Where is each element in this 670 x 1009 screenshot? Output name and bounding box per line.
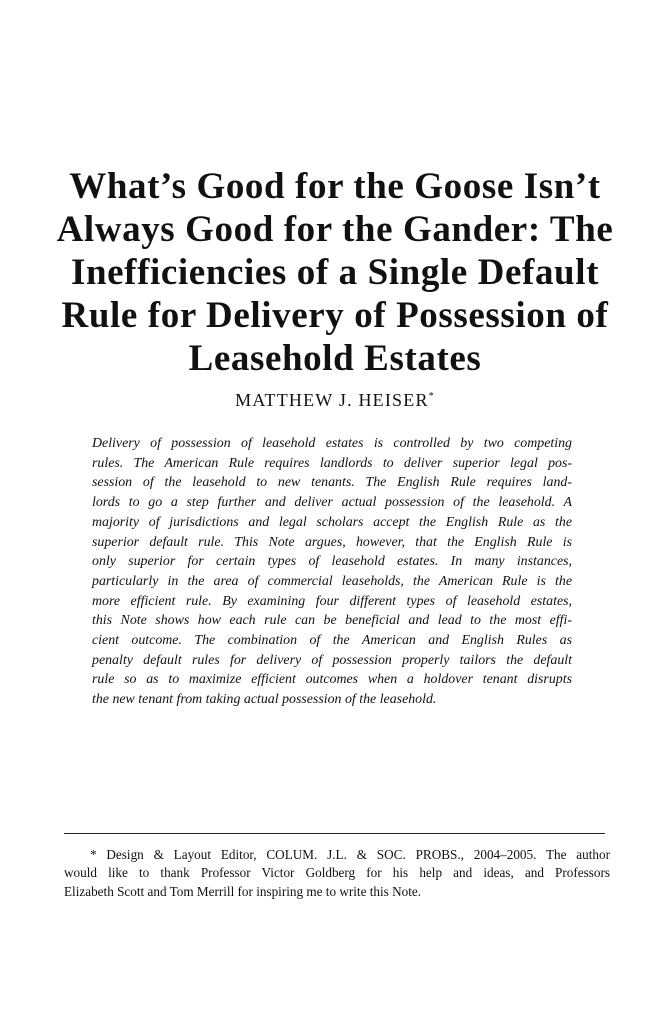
title-line: Always Good for the Gander: The	[56, 209, 614, 250]
title-line: Inefficiencies of a Single Default	[70, 252, 600, 293]
title-line: What’s Good for the Goose Isn’t	[69, 166, 601, 207]
abstract-line: only superior for certain types of leasehold estates. In many instances,	[92, 554, 572, 570]
footnote-line: * Design & Layout Editor, COLUM. J.L. & SOC. PROBS., 2004–2005. The author	[90, 847, 610, 862]
abstract-line: cient outcome. The combination of the American and English Rules as	[92, 633, 572, 649]
abstract-line: more efficient rule. By examining four different types of leasehold estates,	[92, 593, 572, 609]
abstract-line: majority of jurisdictions and legal scholars accept the English Rule as the	[92, 514, 572, 530]
title-line: Leasehold Estates	[188, 338, 482, 379]
abstract-line: penalty default rules for delivery of possession properly tailors the default	[92, 652, 572, 668]
abstract-line: superior default rule. This Note argues, however, that the English Rule is	[92, 534, 572, 550]
footnote	[64, 846, 610, 901]
abstract-line: lords to go a step further and deliver actual possession of the leasehold. A	[92, 495, 572, 511]
author-footnote-mark: *	[428, 391, 435, 402]
abstract-line: rules. The American Rule requires landlords to deliver superior legal pos-	[92, 455, 572, 471]
author-name: MATTHEW J. HEISER	[235, 390, 429, 410]
article-title	[40, 165, 630, 380]
abstract	[92, 434, 572, 710]
title-line: Rule for Delivery of Possession of	[61, 295, 609, 336]
footnote-line: would like to thank Professor Victor Goldberg for his help and ideas, and Professors	[64, 865, 610, 881]
footnote-line: Elizabeth Scott and Tom Merrill for inspiring me to write this Note.	[64, 883, 422, 899]
abstract-line: this Note shows how each rule can be beneficial and lead to the most effi-	[92, 613, 572, 629]
abstract-line: the new tenant from taking actual possession of the leasehold.	[92, 692, 437, 708]
abstract-line: session of the leasehold to new tenants. The English Rule requires land-	[92, 475, 572, 491]
author-byline	[0, 390, 670, 411]
footnote-divider	[64, 833, 605, 834]
abstract-line: rule so as to maximize efficient outcomes when a holdover tenant disrupts	[92, 672, 572, 688]
abstract-line: Delivery of possession of leasehold estates is controlled by two competing	[92, 436, 572, 451]
abstract-line: particularly in the area of commercial leaseholds, the American Rule is the	[92, 573, 572, 589]
